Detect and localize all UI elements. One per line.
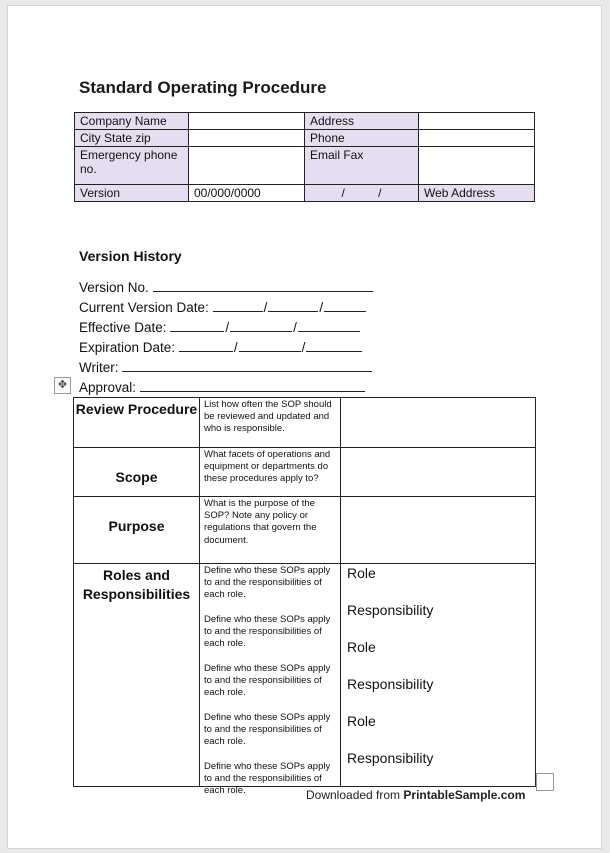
expiration-year-blank[interactable] — [306, 338, 362, 352]
address-label: Address — [305, 113, 419, 130]
city-state-zip-label: City State zip — [75, 130, 189, 147]
effective-date-line — [79, 318, 373, 338]
version-no-label: Version No. — [79, 280, 149, 295]
footer-prefix: Downloaded from — [306, 788, 404, 802]
version-history-list — [79, 278, 373, 398]
approval-label: Approval: — [79, 380, 137, 395]
footer — [306, 788, 525, 802]
version-field[interactable]: 00/000/0000 — [189, 185, 305, 202]
section-name-roles: Roles and Responsibilities — [74, 564, 200, 787]
responsibility-label: Responsibility — [347, 676, 434, 692]
section-desc-roles — [200, 564, 341, 797]
section-content-review[interactable] — [341, 398, 536, 448]
role-description: Define who these SOPs apply to and the responsibilities of each role. — [204, 761, 331, 797]
table-row — [74, 497, 536, 564]
expiration-date-line — [79, 338, 373, 358]
date-separator: / — [225, 320, 230, 335]
document-page — [8, 6, 601, 848]
address-field[interactable] — [419, 113, 535, 130]
phone-field[interactable] — [419, 130, 535, 147]
expiration-day-blank[interactable] — [239, 338, 301, 352]
current-version-date-line — [79, 298, 373, 318]
approval-blank[interactable] — [140, 378, 365, 392]
section-content-scope[interactable] — [341, 448, 536, 497]
company-name-field[interactable] — [189, 113, 305, 130]
current-version-month-blank[interactable] — [213, 298, 263, 312]
effective-day-blank[interactable] — [230, 318, 292, 332]
role-label: Role — [347, 639, 376, 655]
effective-month-blank[interactable] — [170, 318, 224, 332]
table-row — [74, 448, 536, 497]
role-label: Role — [347, 565, 376, 581]
expiration-month-blank[interactable] — [179, 338, 233, 352]
version-no-blank[interactable] — [153, 278, 373, 292]
web-address-label: Web Address — [419, 185, 535, 202]
city-state-zip-field[interactable] — [189, 130, 305, 147]
table-row — [74, 564, 536, 787]
section-content-purpose[interactable] — [341, 497, 536, 564]
company-info-table — [74, 112, 535, 202]
current-version-date-label: Current Version Date: — [79, 300, 209, 315]
version-date-field[interactable]: / / — [305, 185, 419, 202]
emergency-phone-label: Emergency phone no. — [75, 147, 189, 185]
role-description: Define who these SOPs apply to and the responsibilities of each role. — [204, 565, 331, 601]
email-fax-field[interactable] — [419, 147, 535, 185]
responsibility-label: Responsibility — [347, 750, 434, 766]
table-move-handle-icon[interactable]: ✥ — [54, 377, 71, 394]
writer-line — [79, 358, 373, 378]
footer-site: PrintableSample.com — [403, 788, 526, 802]
version-label: Version — [75, 185, 189, 202]
date-separator: / — [293, 320, 297, 335]
company-name-label: Company Name — [75, 113, 189, 130]
role-description: Define who these SOPs apply to and the responsibilities of each role. — [204, 614, 331, 650]
date-separator: / — [263, 300, 268, 315]
date-separator: / — [319, 300, 324, 315]
version-no-line — [79, 278, 373, 298]
date-separator: / — [233, 340, 238, 355]
section-name-scope: Scope — [74, 448, 200, 497]
table-row — [75, 185, 535, 202]
table-row — [75, 113, 535, 130]
writer-label: Writer: — [79, 360, 119, 375]
section-name-purpose: Purpose — [74, 497, 200, 564]
effective-date-label: Effective Date: — [79, 320, 167, 335]
role-description: Define who these SOPs apply to and the responsibilities of each role. — [204, 712, 331, 748]
role-description: Define who these SOPs apply to and the responsibilities of each role. — [204, 663, 331, 699]
responsibility-label: Responsibility — [347, 602, 434, 618]
section-name-review: Review Procedure — [74, 398, 200, 448]
section-desc-scope: What facets of operations and equipment or departments do these procedures apply to? — [200, 448, 341, 497]
section-desc-purpose: What is the purpose of the SOP? Note any policy or regulations that govern the document. — [200, 497, 341, 564]
effective-year-blank[interactable] — [298, 318, 360, 332]
table-resize-handle[interactable] — [536, 773, 554, 791]
table-row — [75, 130, 535, 147]
writer-blank[interactable] — [122, 358, 372, 372]
table-row — [74, 398, 536, 448]
table-row — [75, 147, 535, 185]
expiration-date-label: Expiration Date: — [79, 340, 176, 355]
approval-line — [79, 378, 373, 398]
email-fax-label: Email Fax — [305, 147, 419, 185]
version-history-title: Version History — [79, 248, 182, 264]
page-title: Standard Operating Procedure — [79, 78, 327, 97]
section-desc-review: List how often the SOP should be reviewed and updated and who is responsible. — [200, 398, 341, 448]
current-version-year-blank[interactable] — [324, 298, 366, 312]
emergency-phone-field[interactable] — [189, 147, 305, 185]
role-label: Role — [347, 713, 376, 729]
phone-label: Phone — [305, 130, 419, 147]
date-separator: / — [301, 340, 306, 355]
roles-content[interactable] — [341, 564, 536, 787]
current-version-day-blank[interactable] — [268, 298, 318, 312]
